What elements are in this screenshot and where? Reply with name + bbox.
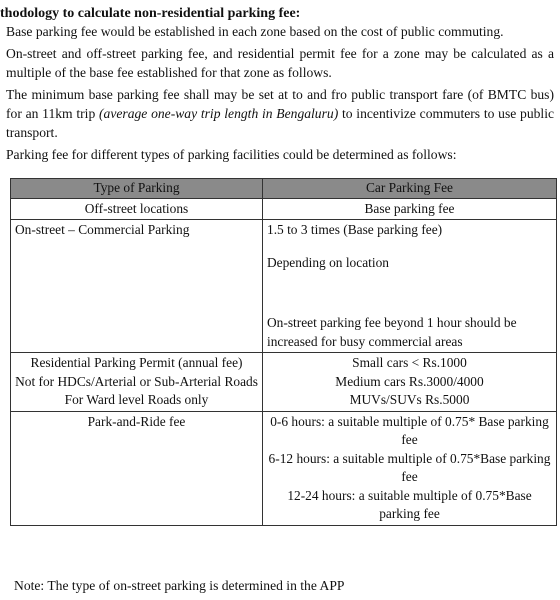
parkride-fee-0-6: 0-6 hours: a suitable multiple of 0.75* Base parking fee: [270, 413, 549, 447]
cell-residential-type: [11, 353, 263, 412]
residential-not-arterial: Not for HDCs/Arterial or Sub-Arterial Roads: [15, 373, 258, 389]
bullet-fee-types: Parking fee for different types of parking facilities could be determined as follows:: [6, 147, 457, 162]
table-row-onstreet: [11, 220, 557, 353]
residential-fee-small: Small cars < Rs.1000: [352, 355, 467, 370]
cell-offstreet-type: Off-street locations: [11, 198, 263, 220]
residential-fee-muv: MUVs/SUVs Rs.5000: [349, 392, 470, 407]
section-heading: thodology to calculate non-residential parking fee:: [0, 6, 301, 21]
parkride-fee-6-12: 6-12 hours: a suitable multiple of 0.75*Base parking fee: [268, 450, 551, 484]
residential-ward-roads: For Ward level Roads only: [64, 392, 209, 407]
cell-parkride-type: Park-and-Ride fee: [11, 411, 263, 525]
header-car-parking-fee: Car Parking Fee: [263, 179, 557, 199]
bullet-minimum-fee-italic: (average one-way trip length in Bengaluru): [99, 106, 339, 121]
parkride-fee-12-24: 12-24 hours: a suitable multiple of 0.75*Base parking fee: [287, 487, 532, 521]
table-row-parkride: [11, 411, 557, 525]
onstreet-fee-multiplier: 1.5 to 3 times (Base parking fee): [267, 222, 443, 237]
residential-fee-medium: Medium cars Rs.3000/4000: [335, 373, 484, 389]
cell-offstreet-fee: Base parking fee: [263, 198, 557, 220]
onstreet-fee-location: Depending on location: [267, 254, 389, 270]
bullet-minimum-fee: [6, 85, 554, 142]
residential-permit-label: Residential Parking Permit (annual fee): [30, 355, 243, 370]
onstreet-fee-busy-areas: On-street parking fee beyond 1 hour should be increased for busy commercial areas: [267, 315, 517, 349]
cell-onstreet-fee: [263, 220, 557, 353]
bullet-minimum-fee-text-1: The minimum base parking fee shall may be set at to and fro public transport fare (of BMTC bus) for an 11km trip: [6, 87, 554, 121]
bullet-list: [6, 22, 554, 167]
cell-onstreet-type: On-street – Commercial Parking: [11, 220, 263, 353]
bullet-minimum-fee-text-2: to incentivize commuters to use public transport.: [6, 106, 554, 140]
table-row-offstreet: [11, 198, 557, 220]
parking-fee-table-wrapper: [10, 178, 556, 526]
table-note: Note: The type of on-street parking is determined in the APP: [14, 578, 345, 593]
parking-fee-table: [10, 178, 557, 526]
cell-parkride-fee: [263, 411, 557, 525]
bullet-multiple: On-street and off-street parking fee, and residential permit fee for a zone may be calculated as a multiple of the base fee established for that zone as follows.: [6, 46, 554, 80]
bullet-base-fee: Base parking fee would be established in each zone based on the cost of public commuting.: [6, 24, 504, 39]
table-header-row: [11, 179, 557, 199]
table-row-residential: [11, 353, 557, 412]
header-type-of-parking: Type of Parking: [11, 179, 263, 199]
cell-residential-fee: [263, 353, 557, 412]
